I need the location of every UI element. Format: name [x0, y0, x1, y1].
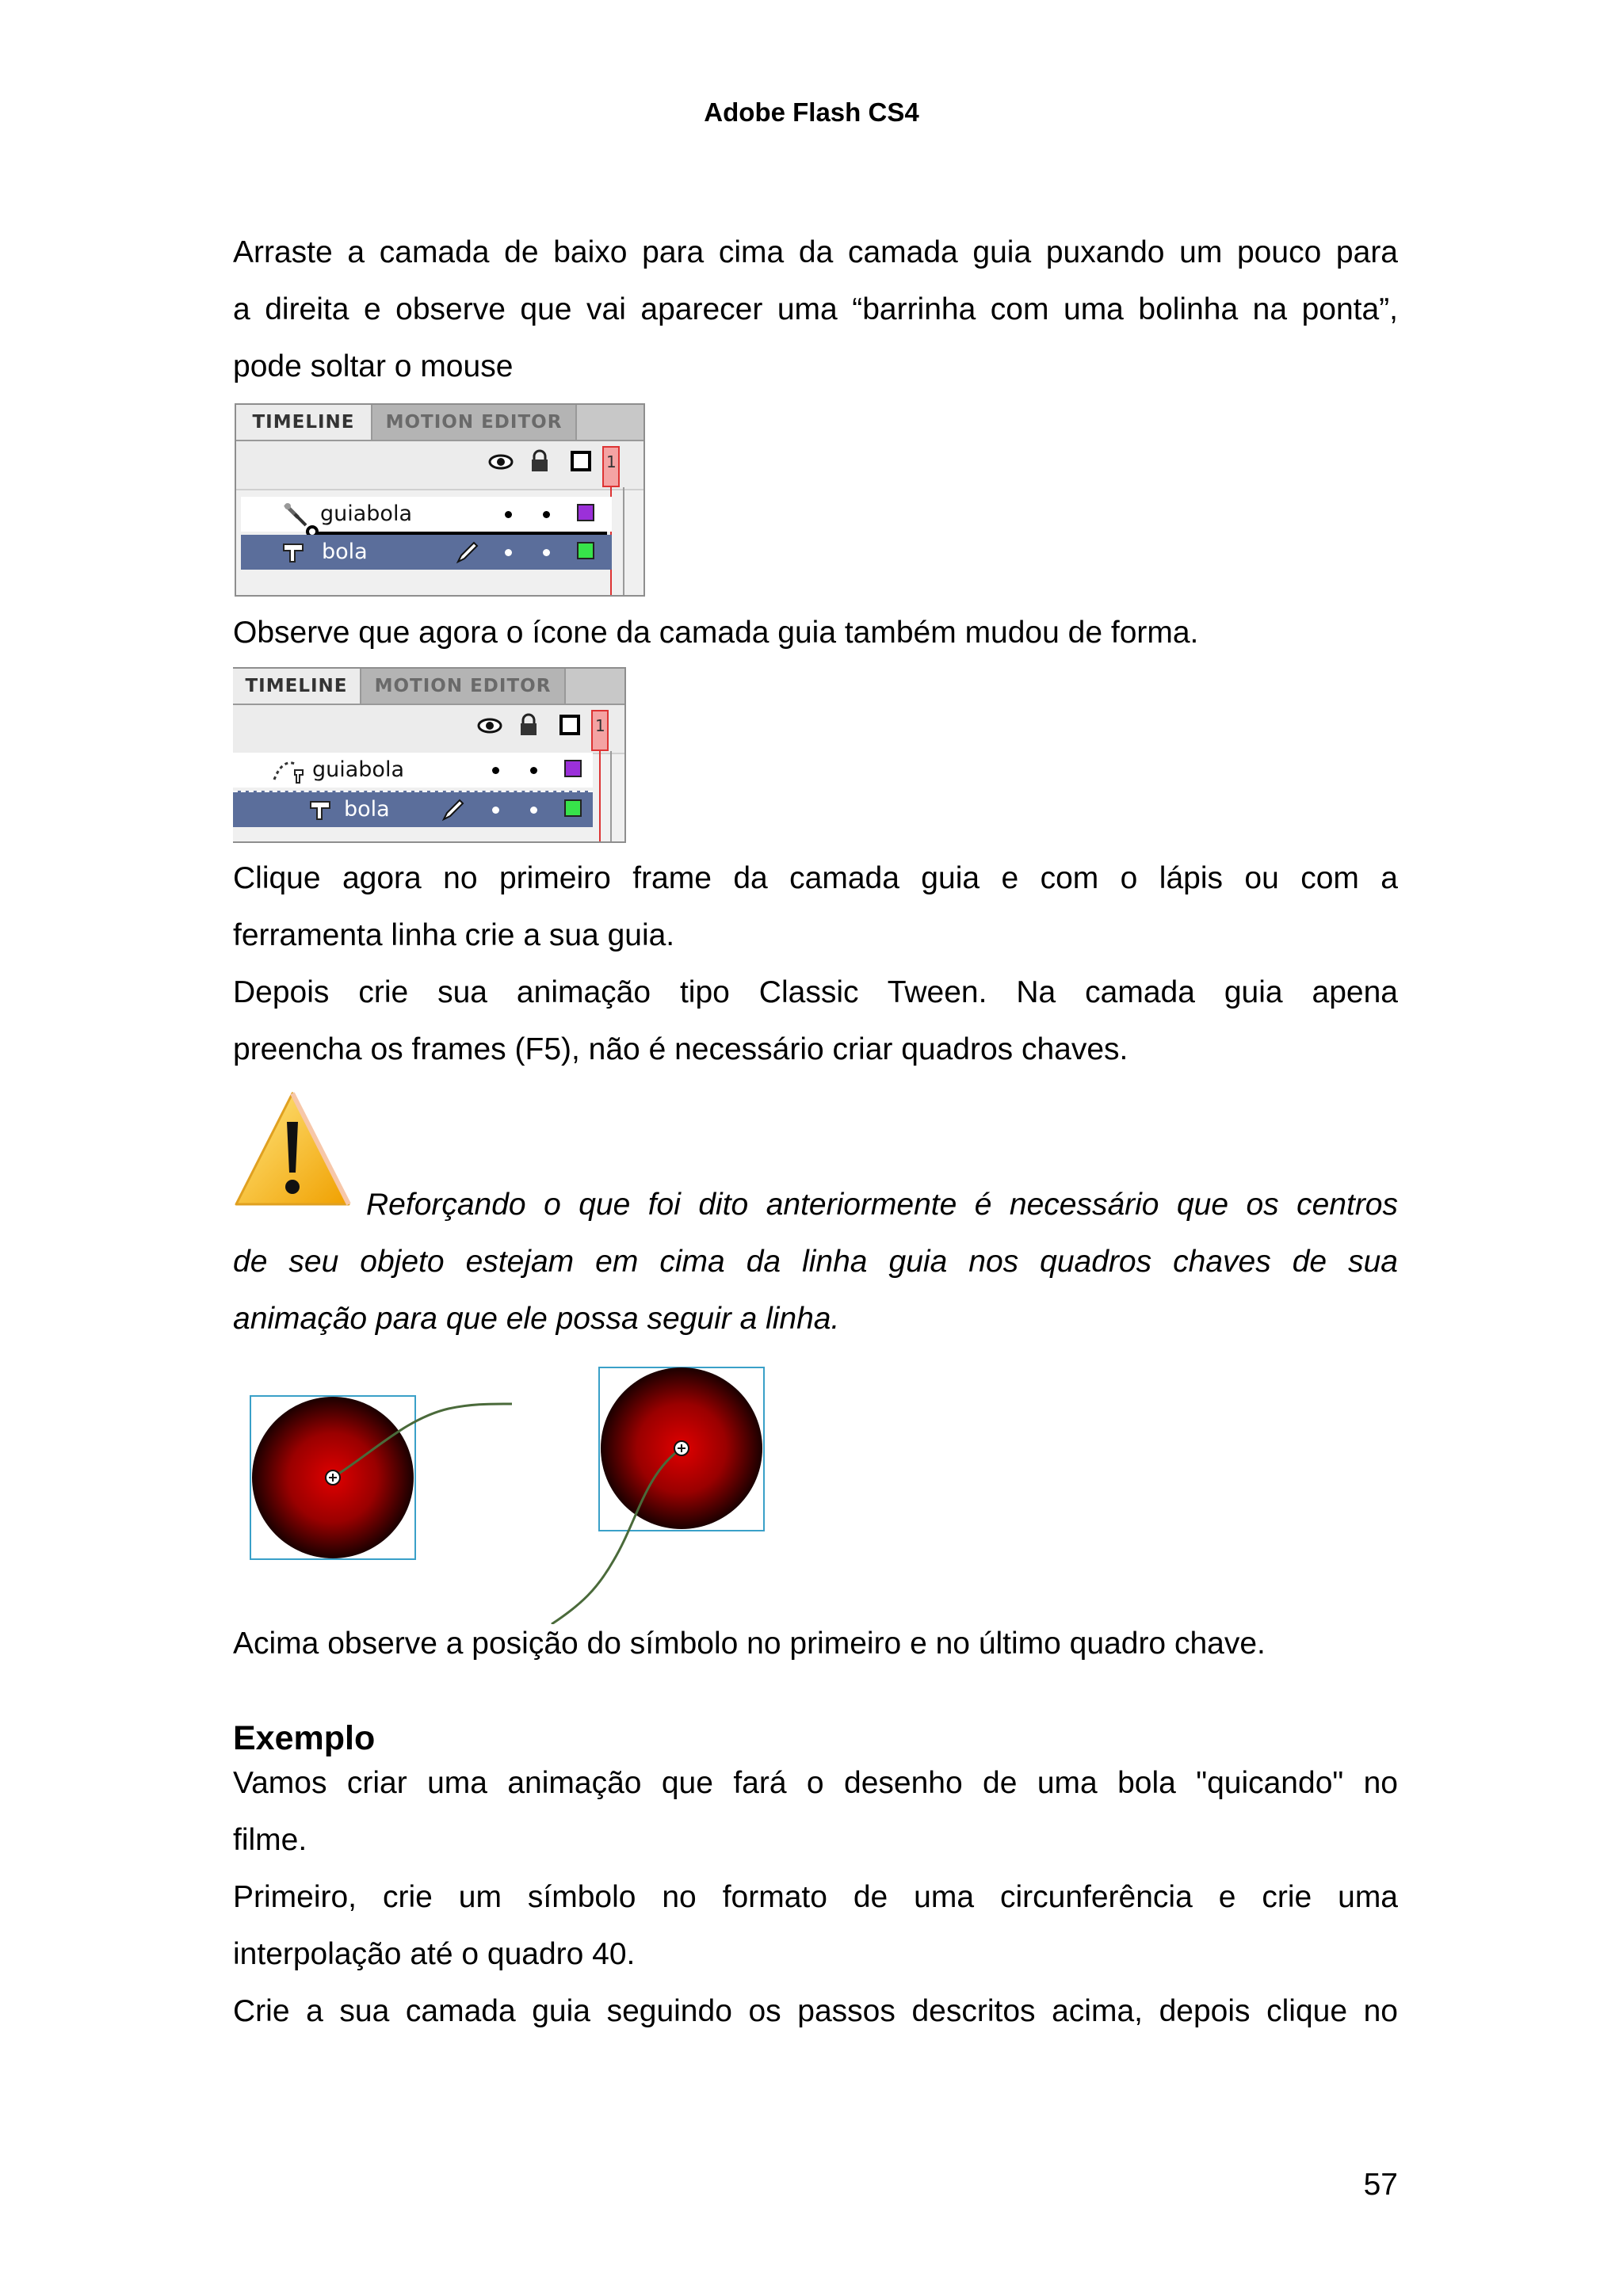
text-line: filme. [233, 1823, 307, 1857]
text-line: interpolação até o quadro 40. [233, 1937, 636, 1971]
layer-row-bola[interactable] [241, 535, 612, 570]
motion-guide-icon [271, 756, 306, 784]
timeline-tabs [233, 669, 624, 705]
eye-icon [488, 452, 514, 471]
text-line: Observe que agora o ícone da camada guia também mudou de forma. [233, 616, 1199, 650]
warning-note [233, 1177, 1398, 1348]
ball-last-keyframe [552, 1367, 764, 1624]
tab-timeline: TIMELINE [236, 405, 372, 440]
text-line: Depois crie sua animação tipo Classic Tween. Na camada guia apena [233, 975, 1398, 1009]
visibility-dot [492, 807, 499, 814]
lock-dot [543, 511, 550, 518]
playhead-line [599, 751, 601, 841]
text-line: Crie a sua camada guia seguindo os passos descritos acima, depois clique no [233, 1994, 1398, 2028]
layer-name: bola [344, 797, 390, 822]
timeline-tabs [236, 405, 643, 441]
frame-column-divider [610, 751, 612, 841]
paragraph-keyframe-note [233, 1615, 1398, 1672]
guide-layer-icon [281, 498, 312, 530]
running-header: Adobe Flash CS4 [704, 97, 919, 127]
lock-dot [530, 767, 537, 774]
layer-row-guiabola[interactable] [233, 753, 593, 788]
layer-icon [282, 541, 306, 563]
lock-icon [529, 449, 550, 473]
layer-name: guiabola [320, 502, 413, 526]
text-line: Arraste a camada de baixo para cima da camada guia puxando um pouco para [233, 235, 1398, 269]
text-line: Acima observe a posição do símbolo no primeiro e no último quadro chave. [233, 1627, 1266, 1661]
section-heading: Exemplo [233, 1719, 376, 1757]
outline-icon [559, 715, 580, 735]
lock-dot [543, 549, 550, 556]
playhead: 1 [602, 446, 620, 487]
frame-column-divider [623, 487, 624, 595]
eye-icon [477, 716, 502, 735]
text-line: pode soltar o mouse [233, 349, 514, 383]
visibility-dot [492, 767, 499, 774]
ball-first-keyframe [250, 1396, 512, 1559]
text-line: a direita e observe que vai aparecer uma “barrinha com uma bolinha na ponta”, [233, 292, 1398, 326]
text-line: Clique agora no primeiro frame da camada guia e com o lápis ou com a [233, 861, 1398, 895]
visibility-dot [505, 511, 512, 518]
layer-color-swatch [577, 504, 594, 521]
text-line: animação para que ele possa seguir a linha. [233, 1302, 840, 1336]
layer-icon [309, 799, 333, 821]
layer-header [233, 705, 624, 754]
layer-name: bola [322, 540, 368, 564]
tab-timeline: TIMELINE [233, 669, 361, 704]
playhead: 1 [591, 710, 609, 751]
timeline-screenshot-2 [233, 667, 626, 843]
paragraph-example [233, 1755, 1398, 2040]
visibility-dot [505, 549, 512, 556]
text-line: de seu objeto estejam em cima da linha guia nos quadros chaves de sua [233, 1245, 1398, 1279]
paragraph-instructions [233, 850, 1398, 1078]
keyframe-illustration [233, 1347, 819, 1624]
timeline-screenshot-1 [235, 403, 645, 597]
pencil-icon [441, 797, 466, 822]
paragraph-icon-changed [233, 605, 1398, 662]
text-line: ferramenta linha crie a sua guia. [233, 918, 675, 952]
layer-row-bola[interactable] [233, 791, 593, 827]
text-line: Reforçando o que foi dito anteriormente é necessário que os centros [366, 1188, 1398, 1222]
text-line: Primeiro, crie um símbolo no formato de uma circunferência e crie uma [233, 1880, 1398, 1914]
lock-icon [518, 713, 539, 737]
tab-motion-editor: MOTION EDITOR [361, 669, 566, 704]
layer-color-swatch [564, 799, 582, 817]
tab-motion-editor: MOTION EDITOR [372, 405, 577, 440]
lock-dot [530, 807, 537, 814]
pencil-icon [455, 540, 480, 565]
outline-icon [571, 451, 591, 471]
layer-name: guiabola [312, 757, 405, 782]
page-number: 57 [1363, 2168, 1398, 2202]
layer-row-guiabola[interactable] [241, 497, 612, 532]
layer-color-swatch [564, 760, 582, 777]
paragraph-drag-layer [233, 224, 1398, 395]
text-line: Vamos criar uma animação que fará o desenho de uma bola "quicando" no [233, 1766, 1398, 1800]
layer-color-swatch [577, 542, 594, 559]
text-line: preencha os frames (F5), não é necessário criar quadros chaves. [233, 1032, 1128, 1066]
layer-header [236, 441, 643, 490]
